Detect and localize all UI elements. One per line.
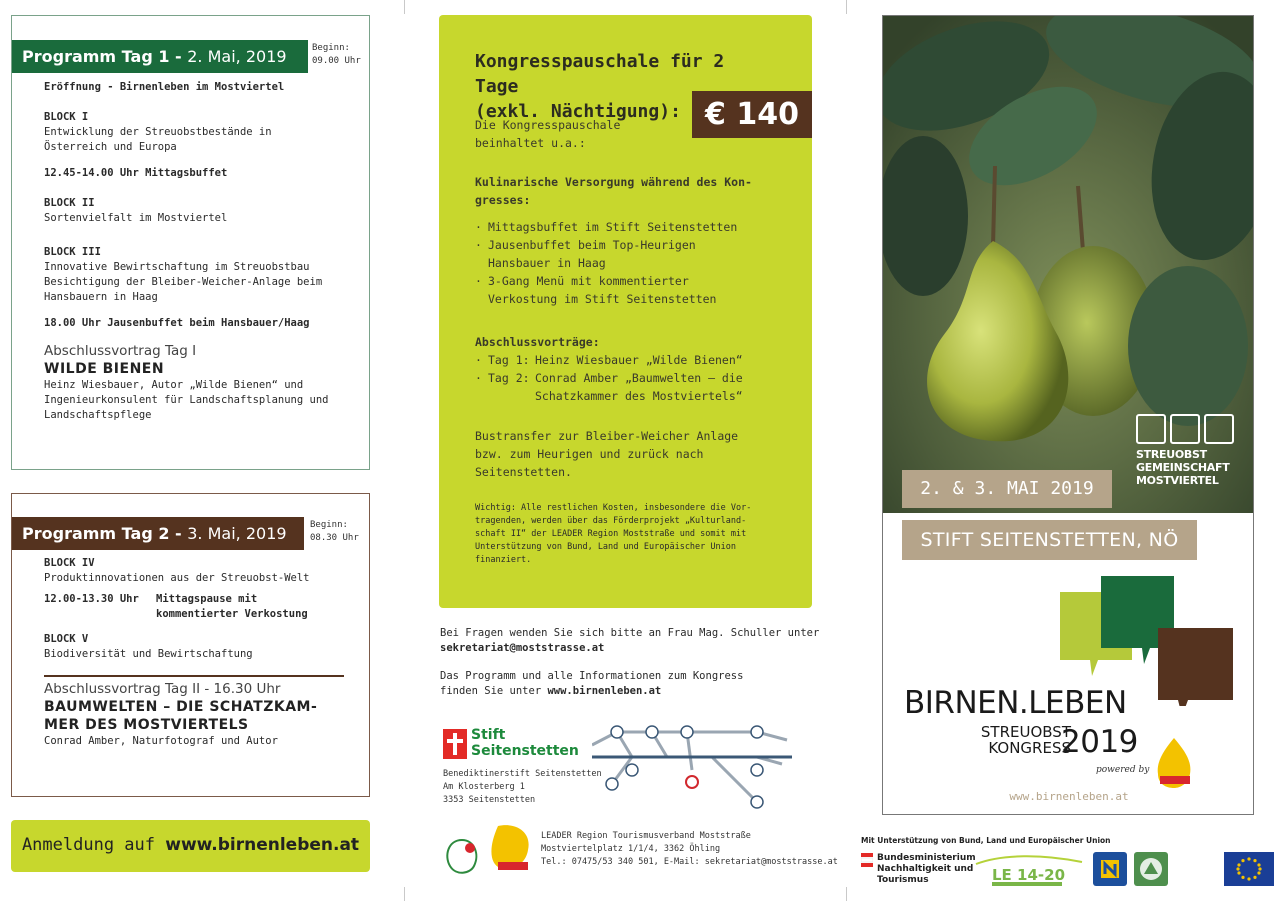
bmnt-name (877, 853, 987, 886)
support-title: Mit Unterstützung von Bund, Land und Europäischer Union (861, 836, 1111, 845)
brand-year: 2019 (1061, 724, 1138, 760)
fold-mark-left (404, 0, 405, 901)
leader-line: LEADER Region Tourismusverband Moststraße (541, 831, 751, 841)
contact-question: Bei Fragen wenden Sie sich bitte an Frau Mag. Schuller unter (440, 627, 820, 639)
stift-name-line: Stift (471, 727, 506, 743)
registration-prefix: Anmeldung auf (21, 835, 166, 855)
powered-by-label: powered by (1096, 765, 1150, 775)
day1-start-time: 09.00 Uhr (312, 56, 361, 66)
catering-list (475, 218, 795, 308)
cross-icon (443, 729, 467, 759)
address-line: 3353 Seitenstetten (443, 795, 536, 805)
registration-banner (11, 820, 370, 872)
brand-subtitle-line: STREUOBST (980, 723, 1071, 741)
day2-start-label: Beginn: (310, 520, 348, 530)
stift-name (471, 727, 611, 759)
talk-line: Conrad Amber „Baumwelten – die (535, 371, 743, 385)
day2-separator: - (169, 524, 188, 543)
package-note (475, 502, 775, 567)
brand-title: BIRNEN.LEBEN (904, 685, 1127, 721)
package-panel (439, 15, 812, 608)
location-marker-icon (686, 776, 698, 788)
day2-lunch (44, 592, 361, 622)
catering-item-line: · 3-Gang Menü mit kommentierter (488, 274, 689, 288)
talk-item (475, 351, 795, 369)
day1-block1-text: Österreich und Europa (44, 141, 177, 153)
talks-heading: Abschlussvorträge: (475, 335, 600, 349)
streuobst-gemeinschaft-logo (1136, 414, 1246, 487)
stift-address (443, 768, 602, 807)
day1-block1-title: BLOCK I (44, 111, 89, 123)
sog-line: MOSTVIERTEL (1136, 474, 1219, 487)
leader-contact (541, 830, 838, 869)
info-url-link[interactable]: www.birnenleben.at (547, 685, 662, 697)
leader-line: Mostviertelplatz 1/1/4, 3362 Öhling (541, 844, 721, 854)
package-title-line: (exkl. Nächtigung): (475, 101, 681, 122)
info-block (440, 669, 820, 699)
contact-block (440, 626, 820, 656)
route-map (592, 712, 802, 812)
bus-line: bzw. zum Heurigen und zurück nach (475, 447, 704, 461)
day1-evening: 18.00 Uhr Jausenbuffet beim Hansbauer/Haag (44, 317, 310, 329)
day2-date: 3. Mai, 2019 (187, 524, 287, 543)
address-line: Am Klosterberg 1 (443, 782, 525, 792)
package-bus (475, 427, 795, 481)
day2-block5-title: BLOCK V (44, 633, 89, 645)
catering-item (475, 272, 795, 308)
noe-logo (1093, 852, 1127, 886)
day1-separator: - (169, 47, 188, 66)
day1-block3-text: Besichtigung der Bleiber-Weicher-Anlage beim (44, 276, 323, 288)
day2-lunch-time: 12.00-13.30 Uhr (44, 593, 139, 605)
package-intro-line: beinhaltet u.a.: (475, 136, 586, 150)
day2-block5-text: Biodiversität und Bewirtschaftung (44, 648, 253, 660)
noe-icon (1093, 852, 1127, 886)
day1-block2-text: Sortenvielfalt im Mostviertel (44, 212, 228, 224)
day2-divider (44, 675, 344, 677)
stift-name-line: Seitenstetten (471, 743, 579, 759)
day2-label: Programm Tag 2 (22, 524, 170, 543)
catering-item (475, 218, 795, 236)
day1-program (44, 80, 361, 423)
eu-flag-icon (1224, 852, 1274, 886)
talk-line: Schatzkammer des Mostviertels“ (535, 389, 743, 403)
austria-flag-icon (861, 853, 873, 867)
address-line: Benediktinerstift Seitenstetten (443, 769, 602, 779)
package-intro (475, 116, 795, 152)
day1-closing-text: Ingenieurkonsulent für Landschaftsplanung und (44, 394, 329, 406)
catering-item-line: Verkostung im Stift Seitenstetten (488, 292, 717, 306)
talk-day: · Tag 2: (488, 371, 530, 385)
jug-icon (1204, 414, 1234, 444)
day1-closing-heading: WILDE BIENEN (44, 361, 165, 377)
talk-line: Heinz Wiesbauer „Wilde Bienen“ (535, 353, 743, 367)
note-line: tragenden, werden über das Förderprojekt „Kulturland- (475, 516, 747, 526)
day2-start (310, 519, 359, 545)
day2-header (12, 517, 304, 550)
note-line: finanziert. (475, 555, 532, 565)
contact-email-link[interactable]: sekretariat@moststrasse.at (440, 642, 605, 654)
day1-start-label: Beginn: (312, 43, 350, 53)
info-prefix: finden Sie unter (440, 685, 548, 697)
day2-closing-heading: MER DES MOSTVIERTELS (44, 717, 249, 733)
registration-link[interactable]: www.birnenleben.at (165, 835, 360, 855)
catering-heading: Kulinarische Versorgung während des Kon- (475, 175, 752, 189)
day2-block4-title: BLOCK IV (44, 557, 95, 569)
pear-icon (1170, 414, 1200, 444)
note-line: Wichtig: Alle restlichen Kosten, insbesondere die Vor- (475, 503, 752, 513)
day1-block3-text: Innovative Bewirtschaftung im Streuobstbau (44, 261, 310, 273)
package-intro-line: Die Kongresspauschale (475, 118, 621, 132)
day2-start-time: 08.30 Uhr (310, 533, 359, 543)
day1-closing-title: Abschlussvortrag Tag I (44, 343, 197, 359)
bus-line: Bustransfer zur Bleiber-Weicher Anlage (475, 429, 739, 443)
bus-line: Seitenstetten. (475, 465, 572, 479)
day2-closing-text: Conrad Amber, Naturfotograf und Autor (44, 735, 278, 747)
leader-icon (1134, 852, 1168, 886)
event-date-badge: 2. & 3. MAI 2019 (902, 470, 1112, 508)
day2-block4-text: Produktinnovationen aus der Streuobst-Welt (44, 572, 310, 584)
bmnt-line: Nachhaltigkeit und (877, 864, 974, 874)
package-title-line: Kongresspauschale für 2 Tage (475, 51, 725, 97)
bmnt-line: Tourismus (877, 875, 929, 885)
sog-line: STREUOBST (1136, 448, 1207, 461)
day1-label: Programm Tag 1 (22, 47, 170, 66)
day1-opening: Eröffnung - Birnenleben im Mostviertel (44, 81, 285, 93)
talk-day: · Tag 1: (488, 353, 530, 367)
fold-mark-right (846, 0, 847, 901)
day1-block1-text: Entwicklung der Streuobstbestände in (44, 126, 272, 138)
day2-lunch-text (156, 592, 308, 622)
leader-line: Tel.: 07475/53 340 501, E-Mail: sekretariat@moststrasse.at (541, 857, 838, 867)
brand-subtitle (956, 724, 1071, 756)
tree-icon (1136, 414, 1166, 444)
moststrasse-logo (1154, 738, 1194, 790)
catering-item-line: · Jausenbuffet beim Top-Heurigen (488, 238, 696, 252)
talk-item (475, 369, 795, 405)
leader-eu-logo (1134, 852, 1168, 886)
day1-header (12, 40, 308, 73)
day2-program (44, 556, 361, 749)
day1-block3-text: Hansbauern in Haag (44, 291, 158, 303)
day2-closing-heading: BAUMWELTEN – DIE SCHATZKAM- (44, 699, 318, 715)
day2-lunch-line: Mittagspause mit (156, 593, 258, 605)
package-price: € 140 (692, 91, 812, 138)
package-talks (475, 333, 795, 405)
day1-closing-text: Landschaftspflege (44, 409, 152, 421)
note-line: schaft II“ der LEADER Region Moststraße und somit mit (475, 529, 747, 539)
cover-panel (882, 15, 1254, 815)
day1-lunch: 12.45-14.00 Uhr Mittagsbuffet (44, 167, 228, 179)
catering-heading: gresses: (475, 193, 531, 207)
package-catering (475, 173, 795, 308)
day1-start (312, 42, 361, 68)
brand-subtitle-line: KONGRESS (988, 739, 1071, 757)
program-day1-box (11, 15, 370, 470)
day2-closing-title: Abschlussvortrag Tag II - 16.30 Uhr (44, 681, 281, 697)
cover-url-link[interactable]: www.birnenleben.at (1009, 790, 1129, 803)
day1-block3-title: BLOCK III (44, 246, 101, 258)
le-14-20-text: LE 14-20 (992, 866, 1066, 884)
day1-block2-title: BLOCK II (44, 197, 95, 209)
day1-closing-text: Heinz Wiesbauer, Autor „Wilde Bienen“ und (44, 379, 304, 391)
program-day2-box (11, 493, 370, 797)
event-place-badge: STIFT SEITENSTETTEN, NÖ (902, 520, 1197, 560)
note-line: Unterstützung von Bund, Land und Europäischer Union (475, 542, 736, 552)
talks-list (475, 351, 795, 405)
catering-item (475, 236, 795, 272)
partner-logos (440, 818, 540, 878)
info-line: Das Programm und alle Informationen zum Kongress (440, 670, 744, 682)
sog-line: GEMEINSCHAFT (1136, 461, 1230, 474)
day1-date: 2. Mai, 2019 (187, 47, 287, 66)
catering-item-line: Hansbauer in Haag (488, 256, 606, 270)
bmnt-line: Bundesministerium (877, 853, 976, 863)
catering-item-line: · Mittagsbuffet im Stift Seitenstetten (488, 220, 738, 234)
day2-lunch-line: kommentierter Verkostung (156, 608, 308, 620)
